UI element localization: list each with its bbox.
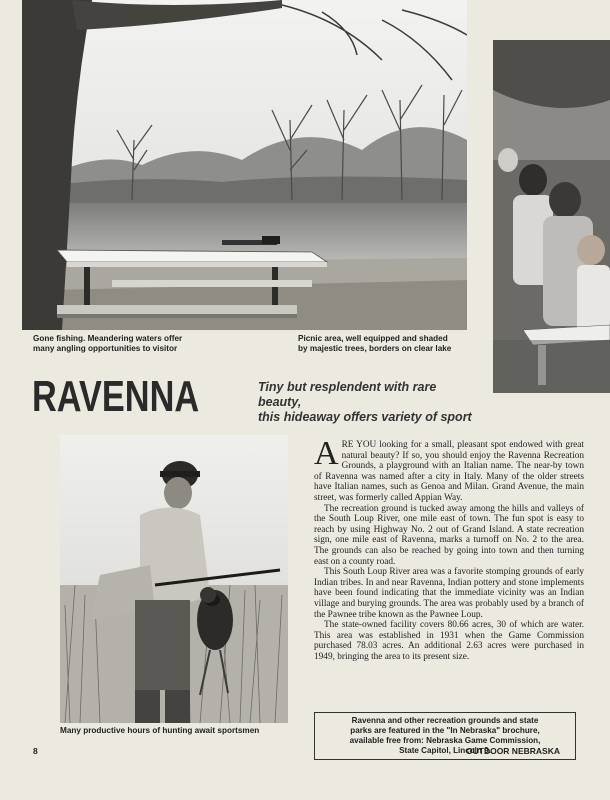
drop-cap: A [314,435,339,472]
article-paragraph: This South Loup River area was a favorite stomping grounds of early Indian tribes. In and near Ravenna, Indian pottery and stone implements have been found indicating that the immediate vicinity was an Indian village and burying grounds. The area was probably used by a branch of the Pawnee tribe known as the Pawnee Loup. [314,567,584,620]
hunter-photo [60,435,288,723]
lake-picnic-table-photo [22,0,467,330]
article-paragraph: The recreation ground is tucked away among the hills and valleys of the South Loup River, one mile east of town. The fun spot is easy to reach by using Highway No. 2 out of Grand Island. A state recreation sign, one mile east of Ravenna, marks a turnoff on No. 2 to the area. The grounds can also be reached by going into town and then turning east on a county road. [314,503,584,567]
brochure-info-box: Ravenna and other recreation grounds and state parks are featured in the "In Nebraska" brochure, available free from: Nebraska Game Commission, State Capitol, Lincoln 9. [314,712,576,760]
fishing-caption: Gone fishing. Meandering waters offer many angling opportunities to visitor [33,334,183,353]
hunting-caption: Many productive hours of hunting await sportsmen [60,726,260,735]
article-paragraph: The state-owned facility covers 80.66 acres, 30 of which are water. This area was established in 1931 when the Game Commission purchased 78.03 acres. An additional 2.63 acres were purchased in 1949, bringing the area to its present size. [314,620,584,662]
article-subtitle: Tiny but resplendent with rare beauty, this hideaway offers variety of sport [258,380,472,424]
article-body [314,435,584,662]
picnic-people-photo [493,40,610,393]
publication-name: OUTDOOR NEBRASKA [466,746,560,756]
article-paragraph: ARE YOU looking for a small, pleasant spot endowed with great natural beauty? If so, you should enjoy the Ravenna Recreation Grounds, a playground with an Italian name. The near-by town of Ravenna was named after a city in Italy. Many of the older streets have Italian names, such as Genoa and Milan. Grand Avenue, the main street, was formerly called Appian Way. [314,435,584,503]
page-number: 8 [33,746,38,756]
picnic-caption: Picnic area, well equipped and shaded by majestic trees, borders on clear lake [298,334,452,353]
article-title: RAVENNA [32,372,200,421]
